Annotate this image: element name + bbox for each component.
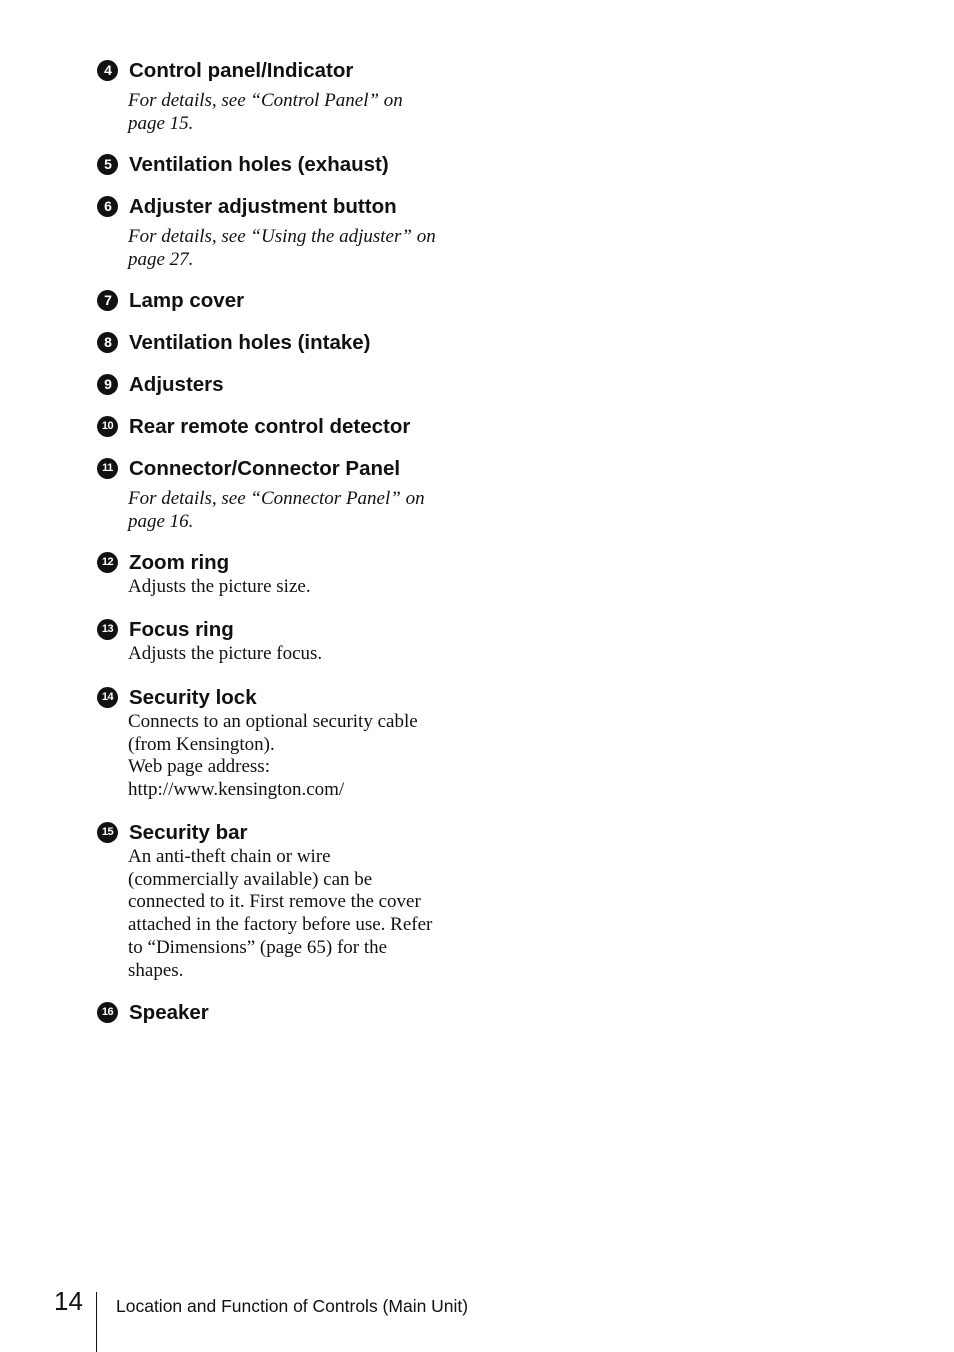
item-description	[128, 576, 477, 599]
item-description	[128, 90, 477, 135]
item-title: Ventilation holes (exhaust)	[129, 153, 389, 176]
number-badge: 14	[97, 687, 118, 708]
footer-section-title: Location and Function of Controls (Main Unit)	[116, 1296, 469, 1316]
description-line: page 15.	[128, 112, 194, 134]
number-badge: 7	[97, 290, 118, 311]
item-ventilation-exhaust	[97, 152, 477, 178]
item-title: Adjuster adjustment button	[129, 195, 397, 218]
item-title: Zoom ring	[129, 551, 230, 574]
item-title: Adjusters	[129, 373, 224, 396]
description-line: Adjusts the picture focus.	[128, 643, 323, 664]
item-description	[128, 711, 477, 802]
description-line: page 27.	[128, 248, 194, 270]
description-line: shapes.	[128, 959, 184, 981]
item-speaker	[97, 1000, 477, 1026]
item-connector-panel	[97, 456, 477, 533]
item-adjuster-button	[97, 194, 477, 271]
item-description	[128, 643, 477, 666]
number-badge: 5	[97, 154, 118, 175]
item-description	[128, 488, 477, 533]
description-line: For details, see “Control Panel” on	[128, 90, 403, 111]
item-title: Ventilation holes (intake)	[129, 331, 371, 354]
number-badge: 11	[97, 458, 118, 479]
item-title: Control panel/Indicator	[129, 59, 354, 82]
item-title: Speaker	[129, 1001, 209, 1024]
description-line: Adjusts the picture size.	[128, 576, 311, 597]
description-line: connected to it. First remove the cover	[128, 891, 421, 913]
description-line: Web page address:	[128, 756, 270, 778]
description-line: (from Kensington).	[128, 733, 275, 755]
number-badge: 8	[97, 332, 118, 353]
description-line: Connects to an optional security cable	[128, 711, 418, 732]
item-title: Connector/Connector Panel	[129, 457, 401, 480]
description-line: page 16.	[128, 510, 194, 532]
item-description	[128, 846, 477, 982]
item-title: Security bar	[129, 821, 248, 844]
number-badge: 12	[97, 552, 118, 573]
item-security-lock	[97, 685, 477, 802]
description-line: (commercially available) can be	[128, 868, 373, 890]
item-security-bar	[97, 820, 477, 982]
description-line: For details, see “Connector Panel” on	[128, 488, 425, 509]
description-line: http://www.kensington.com/	[128, 779, 345, 801]
item-description	[128, 226, 477, 271]
number-badge: 6	[97, 196, 118, 217]
number-badge: 15	[97, 822, 118, 843]
number-badge: 4	[97, 60, 118, 81]
description-line: An anti-theft chain or wire	[128, 846, 331, 867]
item-title: Rear remote control detector	[129, 415, 411, 438]
footer-divider	[96, 1292, 97, 1352]
item-title: Lamp cover	[129, 289, 245, 312]
description-line: attached in the factory before use. Refer	[128, 914, 433, 936]
item-title: Focus ring	[129, 618, 234, 641]
item-rear-remote-detector	[97, 414, 477, 440]
item-focus-ring	[97, 617, 477, 666]
description-line: For details, see “Using the adjuster” on	[128, 226, 436, 247]
item-zoom-ring	[97, 550, 477, 599]
item-adjusters	[97, 372, 477, 398]
item-control-panel	[97, 58, 477, 135]
page-number: 14	[54, 1286, 83, 1316]
number-badge: 16	[97, 1002, 118, 1023]
item-ventilation-intake	[97, 330, 477, 356]
number-badge: 10	[97, 416, 118, 437]
item-lamp-cover	[97, 288, 477, 314]
number-badge: 13	[97, 619, 118, 640]
number-badge: 9	[97, 374, 118, 395]
item-title: Security lock	[129, 686, 257, 709]
description-line: to “Dimensions” (page 65) for the	[128, 936, 388, 958]
